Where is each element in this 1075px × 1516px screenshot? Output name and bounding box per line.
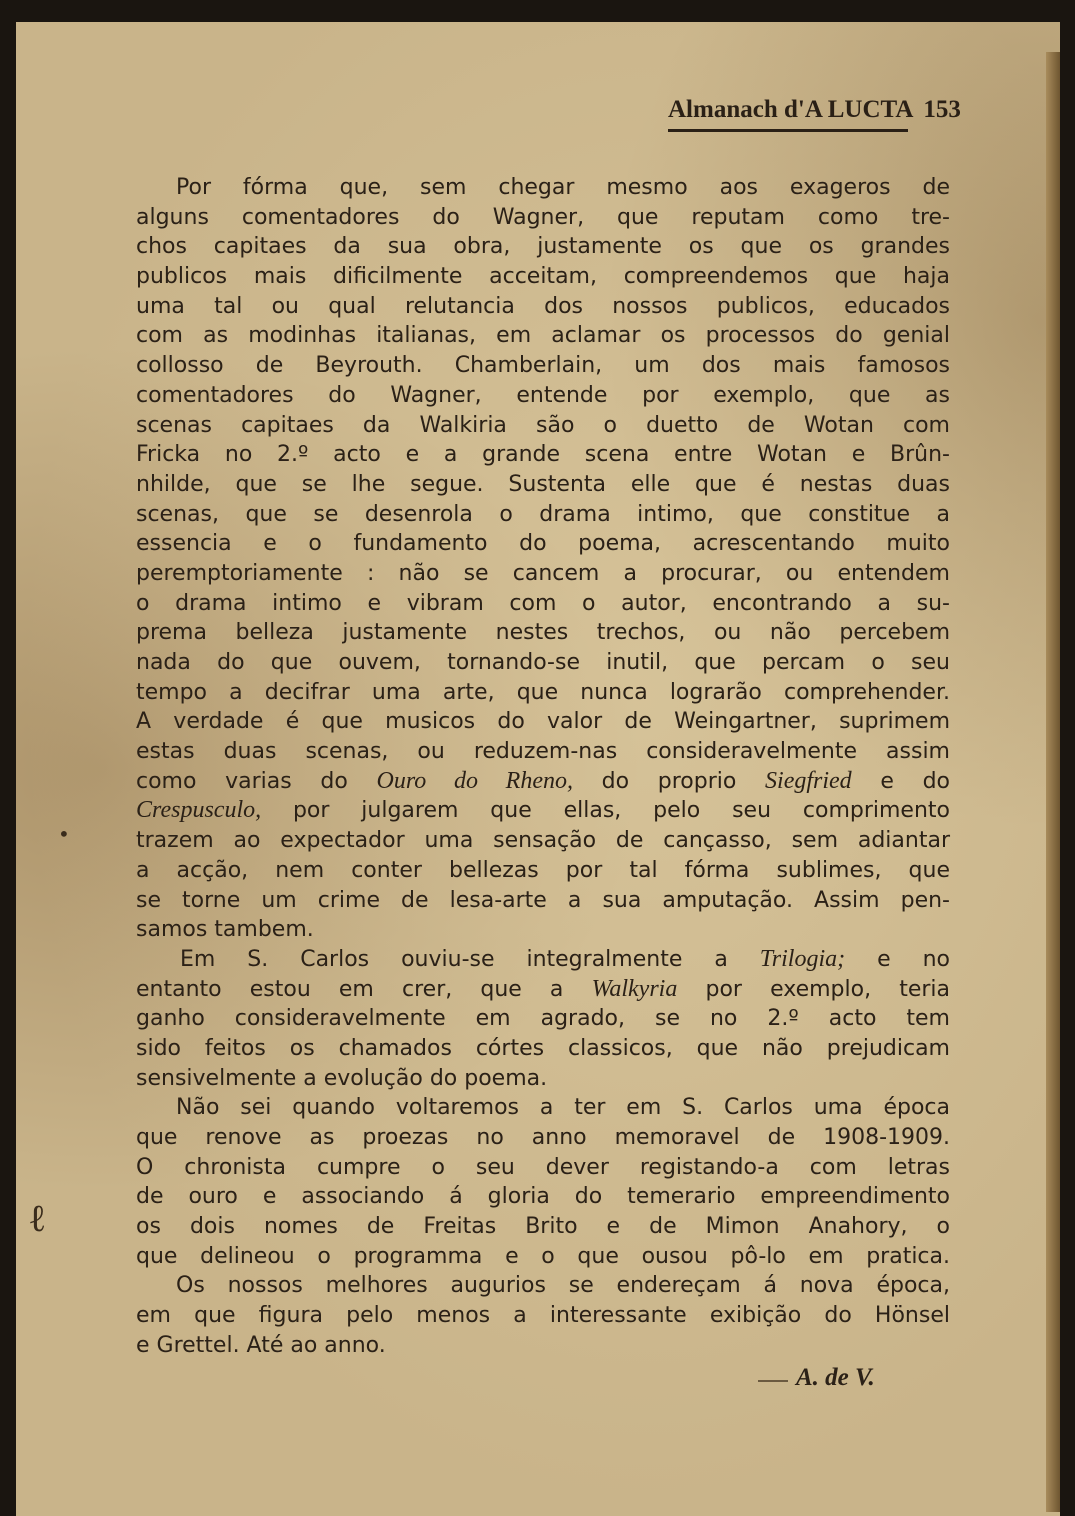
text-line: nada do que ouvem, tornando-se inutil, que percam o seu [136, 650, 950, 675]
text-line: Não sei quando voltaremos a ter em S. Carlos uma época [176, 1095, 950, 1121]
text-line: peremptoriamente : não se cancem a procurar, ou entendem [136, 560, 950, 586]
margin-ink-mark: ℓ [28, 1196, 47, 1240]
work-title-trilogia: Trilogia; [759, 945, 846, 972]
page-edge [1046, 52, 1060, 1512]
text-line: comentadores do Wagner, entende por exemplo, que as [136, 382, 950, 408]
text-line: em que figura pelo menos a interessante exibição do Hönsel [136, 1303, 950, 1329]
text-line: tempo a decifrar uma arte, que nunca lograrão comprehender. [136, 679, 950, 705]
work-title-walkyria: Walkyria [591, 975, 678, 1002]
text-line: essencia e o fundamento do poema, acrescentando muito [136, 531, 950, 557]
text-line: se torne um crime de lesa-arte a sua amputação. Assim pen- [136, 887, 950, 913]
text-line: que delineou o programma e o que ousou pô-lo em pratica. [136, 1243, 950, 1269]
text-segment: Em S. Carlos ouviu-se integralmente a [180, 946, 728, 972]
text-segment: como varias do [136, 768, 348, 794]
text-line: a acção, nem conter bellezas por tal fórma sublimes, que [136, 857, 950, 883]
signature-dash [758, 1380, 788, 1382]
text-line: samos tambem. [136, 917, 314, 943]
text-line-with-titles [136, 767, 950, 797]
text-line: com as modinhas italianas, em aclamar os processos do genial [136, 323, 950, 349]
text-line: sido feitos os chamados córtes classicos, que não prejudicam [136, 1035, 950, 1061]
work-title-ouro-do-rheno: Ouro do Rheno, [376, 767, 573, 794]
header-title: Almanach d'A LUCTA [668, 96, 914, 123]
text-line: publicos mais dificilmente acceitam, compreendemos que haja [136, 264, 950, 290]
header-underline [668, 129, 908, 132]
author-signature: A. de V. [796, 1364, 875, 1391]
text-line: Os nossos melhores augurios se endereçam á nova época, [176, 1273, 950, 1299]
text-line: chos capitaes da sua obra, justamente os que os grandes [136, 234, 950, 260]
text-line: uma tal ou qual relutancia dos nossos publicos, educados [136, 293, 950, 319]
text-line: o drama intimo e vibram com o autor, encontrando a su- [136, 590, 950, 616]
text-line: Por fórma que, sem chegar mesmo aos exageros de [176, 175, 950, 200]
text-line: O chronista cumpre o seu dever registando-a com letras [136, 1154, 950, 1180]
text-line: prema belleza justamente nestes trechos, ou não percebem [136, 620, 950, 646]
text-line: scenas, que se desenrola o drama intimo, que constitue a [136, 501, 950, 527]
text-line: scenas capitaes da Walkiria são o duetto de Wotan com [136, 412, 950, 438]
article-body [136, 173, 950, 1361]
text-line: estas duas scenas, ou reduzem-nas consideravelmente assim [136, 739, 950, 765]
text-line: collosso de Beyrouth. Chamberlain, um dos mais famosos [136, 353, 950, 379]
text-segment: por julgarem que ellas, pelo seu comprimento [292, 798, 950, 824]
text-line-with-titles [136, 796, 950, 826]
text-line: trazem ao expectador uma sensação de cançasso, sem adiantar [136, 828, 950, 854]
text-line: alguns comentadores do Wagner, que reputam como tre- [136, 204, 950, 230]
text-line: Fricka no 2.º acto e a grande scena entre Wotan e Brûn- [136, 442, 950, 468]
running-header [668, 96, 963, 132]
text-segment: do proprio [601, 768, 737, 794]
margin-dot-mark: • [58, 822, 70, 846]
text-line: nhilde, que se lhe segue. Sustenta elle que é nestas duas [136, 471, 950, 497]
text-line: e Grettel. Até ao anno. [136, 1332, 386, 1358]
text-line-with-titles [136, 975, 950, 1005]
work-title-crespusculo: Crespusculo, [136, 797, 262, 824]
text-line: de ouro e associando á gloria do temerario empreendimento [136, 1184, 950, 1210]
text-segment: e no [877, 946, 950, 972]
text-segment: por exemplo, teria [705, 976, 951, 1002]
text-line: que renove as proezas no anno memoravel de 1908-1909. [136, 1125, 950, 1150]
text-segment: entanto estou em crer, que a [136, 976, 564, 1002]
text-line-with-titles [136, 945, 950, 975]
text-line: os dois nomes de Freitas Brito e de Mimon Anahory, o [136, 1214, 950, 1240]
text-line: A verdade é que musicos do valor de Weingartner, suprimem [136, 709, 950, 735]
page-number: 153 [923, 96, 961, 123]
text-segment: e do [880, 768, 951, 794]
text-line: ganho consideravelmente em agrado, se no 2.º acto tem [136, 1006, 950, 1032]
work-title-siegfried: Siegfried [765, 767, 852, 794]
text-line: sensivelmente a evolução do poema. [136, 1065, 548, 1091]
